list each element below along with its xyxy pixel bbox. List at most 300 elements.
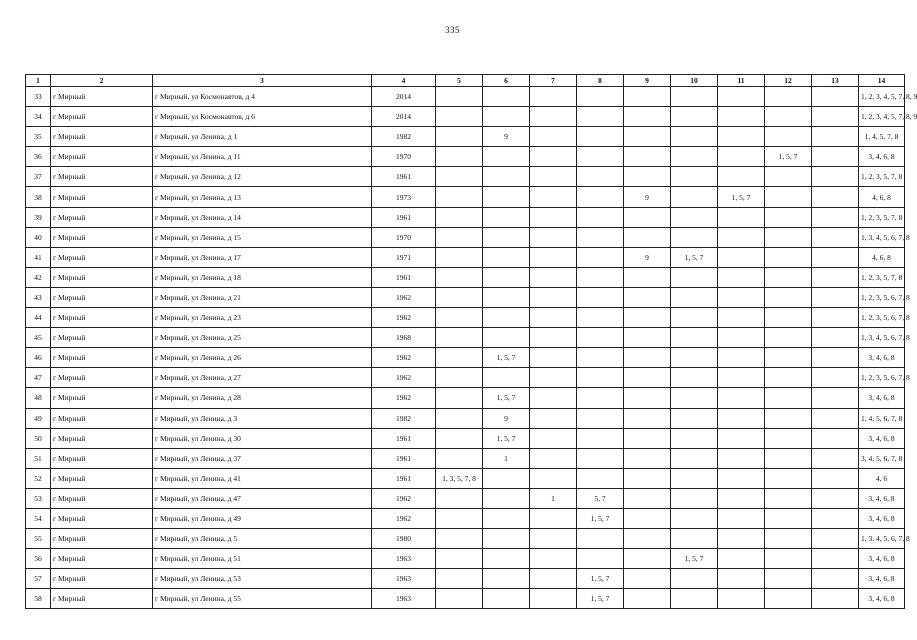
table-cell-col-12 (765, 408, 812, 428)
table-cell-col-1: 57 (26, 569, 51, 589)
table-cell-col-4: 1968 (372, 328, 436, 348)
table-cell-col-1: 42 (26, 267, 51, 287)
table-cell-col-7 (530, 529, 577, 549)
table-cell-col-8 (577, 227, 624, 247)
table-cell-col-7 (530, 187, 577, 207)
table-cell-col-6 (483, 508, 530, 528)
table-cell-col-1: 54 (26, 508, 51, 528)
table-cell-col-8 (577, 549, 624, 569)
table-cell-col-8 (577, 247, 624, 267)
table-cell-col-3: г Мирный, ул Ленина, д 13 (153, 187, 372, 207)
column-header: 3 (153, 75, 372, 87)
table-cell-col-8 (577, 107, 624, 127)
table-cell-col-4: 1961 (372, 448, 436, 468)
table-cell-col-14: 1, 2, 3, 5, 7, 8 (859, 207, 905, 227)
table-cell-col-9 (624, 448, 671, 468)
table-row (26, 589, 905, 609)
table-cell-col-1: 49 (26, 408, 51, 428)
table-cell-col-9 (624, 408, 671, 428)
table-cell-col-5 (436, 127, 483, 147)
table-cell-col-5 (436, 589, 483, 609)
table-cell-col-9 (624, 388, 671, 408)
table-cell-col-1: 56 (26, 549, 51, 569)
table-row (26, 227, 905, 247)
table-cell-col-14: 3, 4, 6, 8 (859, 147, 905, 167)
table-cell-col-12 (765, 488, 812, 508)
table-row (26, 87, 905, 107)
table-cell-col-5 (436, 187, 483, 207)
table-cell-col-8 (577, 147, 624, 167)
table-cell-col-1: 48 (26, 388, 51, 408)
table-cell-col-7 (530, 408, 577, 428)
table-cell-col-8 (577, 328, 624, 348)
table-cell-col-12 (765, 448, 812, 468)
table-row (26, 207, 905, 227)
table-cell-col-11 (718, 87, 765, 107)
table-cell-col-14: 1, 2, 3, 5, 6, 7, 8 (859, 308, 905, 328)
column-header: 9 (624, 75, 671, 87)
table-cell-col-5 (436, 408, 483, 428)
table-cell-col-13 (812, 549, 859, 569)
table-cell-col-14: 1, 2, 3, 5, 7, 8 (859, 167, 905, 187)
table-cell-col-3: г Мирный, ул Ленина, д 12 (153, 167, 372, 187)
table-cell-col-3: г Мирный, ул Ленина, д 1 (153, 127, 372, 147)
table-cell-col-10 (671, 569, 718, 589)
table-cell-col-12 (765, 247, 812, 267)
table-cell-col-11 (718, 247, 765, 267)
table-cell-col-11 (718, 348, 765, 368)
table-cell-col-6 (483, 87, 530, 107)
table-cell-col-6 (483, 287, 530, 307)
table-cell-col-1: 58 (26, 589, 51, 609)
table-cell-col-7 (530, 569, 577, 589)
table-cell-col-8 (577, 529, 624, 549)
table-cell-col-5 (436, 308, 483, 328)
table-cell-col-6 (483, 368, 530, 388)
table-cell-col-5 (436, 87, 483, 107)
table-cell-col-13 (812, 187, 859, 207)
table-cell-col-6: 9 (483, 127, 530, 147)
table-cell-col-4: 1970 (372, 227, 436, 247)
table-cell-col-4: 1963 (372, 589, 436, 609)
column-header: 5 (436, 75, 483, 87)
table-cell-col-13 (812, 167, 859, 187)
table-cell-col-4: 1961 (372, 267, 436, 287)
table-cell-col-12 (765, 549, 812, 569)
table-cell-col-13 (812, 408, 859, 428)
table-cell-col-6 (483, 308, 530, 328)
table-cell-col-1: 47 (26, 368, 51, 388)
table-cell-col-13 (812, 448, 859, 468)
table-cell-col-12 (765, 167, 812, 187)
table-cell-col-6 (483, 247, 530, 267)
table-cell-col-9 (624, 348, 671, 368)
table-cell-col-14: 3, 4, 6, 8 (859, 348, 905, 368)
table-cell-col-12 (765, 368, 812, 388)
table-cell-col-3: г Мирный, ул Ленина, д 21 (153, 287, 372, 307)
table-cell-col-14: 3, 4, 6, 8 (859, 488, 905, 508)
table-cell-col-12 (765, 227, 812, 247)
table-cell-col-5 (436, 569, 483, 589)
table-cell-col-3: г Мирный, ул Ленина, д 30 (153, 428, 372, 448)
table-cell-col-11 (718, 589, 765, 609)
table-cell-col-5 (436, 328, 483, 348)
table-cell-col-6 (483, 529, 530, 549)
table-cell-col-3: г Мирный, ул Ленина, д 27 (153, 368, 372, 388)
table-cell-col-7 (530, 227, 577, 247)
table-cell-col-5 (436, 549, 483, 569)
table-row (26, 549, 905, 569)
table-cell-col-14: 3, 4, 6, 8 (859, 589, 905, 609)
table-cell-col-3: г Мирный, ул Космонавтов, д 6 (153, 107, 372, 127)
table-cell-col-10 (671, 328, 718, 348)
table-cell-col-14: 1, 4, 5, 7, 8 (859, 127, 905, 147)
table-cell-col-1: 40 (26, 227, 51, 247)
table-cell-col-5 (436, 107, 483, 127)
table-cell-col-8 (577, 408, 624, 428)
table-cell-col-2: г Мирный (51, 589, 153, 609)
table-cell-col-14: 3, 4, 6, 8 (859, 549, 905, 569)
table-row (26, 167, 905, 187)
table-cell-col-5: 1, 3, 5, 7, 8 (436, 468, 483, 488)
table-cell-col-7 (530, 368, 577, 388)
table-cell-col-10 (671, 408, 718, 428)
table-cell-col-9 (624, 308, 671, 328)
table-cell-col-6 (483, 187, 530, 207)
table-cell-col-7 (530, 428, 577, 448)
table-cell-col-12 (765, 348, 812, 368)
table-cell-col-14: 4, 6 (859, 468, 905, 488)
table-cell-col-7 (530, 549, 577, 569)
table-cell-col-6 (483, 328, 530, 348)
table-cell-col-1: 39 (26, 207, 51, 227)
table-cell-col-6 (483, 267, 530, 287)
table-cell-col-3: г Мирный, ул Ленина, д 26 (153, 348, 372, 368)
table-cell-col-14: 3, 4, 6, 8 (859, 428, 905, 448)
table-row (26, 529, 905, 549)
table-cell-col-4: 1970 (372, 147, 436, 167)
table-cell-col-4: 1962 (372, 508, 436, 528)
table-cell-col-11 (718, 167, 765, 187)
table-cell-col-2: г Мирный (51, 287, 153, 307)
table-cell-col-13 (812, 508, 859, 528)
table-row (26, 408, 905, 428)
table-cell-col-8 (577, 127, 624, 147)
table-cell-col-14: 1, 3, 4, 5, 6, 7, 8 (859, 227, 905, 247)
table-cell-col-8 (577, 348, 624, 368)
table-cell-col-3: г Мирный, ул Ленина, д 41 (153, 468, 372, 488)
table-cell-col-6: 1 (483, 448, 530, 468)
table-cell-col-12 (765, 127, 812, 147)
table-cell-col-2: г Мирный (51, 348, 153, 368)
column-header: 11 (718, 75, 765, 87)
table-cell-col-9 (624, 328, 671, 348)
table-cell-col-7 (530, 87, 577, 107)
table-cell-col-13 (812, 348, 859, 368)
table-cell-col-13 (812, 147, 859, 167)
table-cell-col-9 (624, 569, 671, 589)
table-cell-col-9 (624, 529, 671, 549)
table-cell-col-6: 9 (483, 408, 530, 428)
table-cell-col-3: г Мирный, ул Ленина, д 18 (153, 267, 372, 287)
table-row (26, 508, 905, 528)
table-cell-col-3: г Мирный, ул Ленина, д 47 (153, 488, 372, 508)
table-cell-col-9 (624, 167, 671, 187)
table-cell-col-12 (765, 468, 812, 488)
table-row (26, 267, 905, 287)
table-cell-col-11 (718, 147, 765, 167)
register-body (26, 87, 917, 609)
table-cell-col-4: 1962 (372, 348, 436, 368)
table-cell-col-13 (812, 107, 859, 127)
table-cell-col-8 (577, 207, 624, 227)
table-cell-col-12 (765, 589, 812, 609)
table-cell-col-11 (718, 328, 765, 348)
table-cell-col-4: 1982 (372, 408, 436, 428)
table-cell-col-9 (624, 287, 671, 307)
table-cell-col-6 (483, 488, 530, 508)
table-cell-col-11: 1, 5, 7 (718, 187, 765, 207)
table-cell-col-3: г Мирный, ул Ленина, д 53 (153, 569, 372, 589)
table-cell-col-13 (812, 127, 859, 147)
table-cell-col-14: 3, 4, 5, 6, 7, 8 (859, 448, 905, 468)
table-cell-col-9 (624, 508, 671, 528)
table-cell-col-8 (577, 308, 624, 328)
table-cell-col-1: 43 (26, 287, 51, 307)
table-cell-col-5 (436, 348, 483, 368)
table-cell-col-5 (436, 287, 483, 307)
table-cell-col-13 (812, 589, 859, 609)
table-cell-col-8 (577, 167, 624, 187)
table-cell-col-12 (765, 87, 812, 107)
table-cell-col-11 (718, 267, 765, 287)
table-cell-col-4: 1961 (372, 428, 436, 448)
table-cell-col-1: 35 (26, 127, 51, 147)
table-cell-col-5 (436, 448, 483, 468)
table-cell-col-10 (671, 207, 718, 227)
table-cell-col-7 (530, 328, 577, 348)
table-cell-col-3: г Мирный, ул Космонавтов, д 4 (153, 87, 372, 107)
table-cell-col-11 (718, 127, 765, 147)
table-cell-col-9 (624, 87, 671, 107)
table-cell-col-9: 9 (624, 247, 671, 267)
table-cell-col-4: 1973 (372, 187, 436, 207)
table-cell-col-14: 4, 6, 8 (859, 247, 905, 267)
table-cell-col-3: г Мирный, ул Ленина, д 55 (153, 589, 372, 609)
table-cell-col-2: г Мирный (51, 308, 153, 328)
table-cell-col-7 (530, 147, 577, 167)
table-cell-col-2: г Мирный (51, 147, 153, 167)
table-row (26, 368, 905, 388)
table-cell-col-8 (577, 287, 624, 307)
table-cell-col-7 (530, 247, 577, 267)
table-cell-col-6 (483, 207, 530, 227)
table-cell-col-3: г Мирный, ул Ленина, д 25 (153, 328, 372, 348)
table-cell-col-3: г Мирный, ул Ленина, д 51 (153, 549, 372, 569)
table-cell-col-7 (530, 107, 577, 127)
table-cell-col-13 (812, 328, 859, 348)
table-cell-col-6: 1, 5, 7 (483, 348, 530, 368)
column-header: 10 (671, 75, 718, 87)
table-cell-col-9 (624, 549, 671, 569)
table-cell-col-14: 3, 4, 6, 8 (859, 569, 905, 589)
table-cell-col-2: г Мирный (51, 207, 153, 227)
table-cell-col-3: г Мирный, ул Ленина, д 3 (153, 408, 372, 428)
table-cell-col-10 (671, 187, 718, 207)
table-row (26, 287, 905, 307)
table-cell-col-1: 53 (26, 488, 51, 508)
table-cell-col-13 (812, 368, 859, 388)
table-cell-col-5 (436, 488, 483, 508)
table-cell-col-6: 1, 5, 7 (483, 388, 530, 408)
table-cell-col-9: 9 (624, 187, 671, 207)
table-cell-col-7 (530, 388, 577, 408)
table-cell-col-14: 1, 4, 5, 6, 7, 8 (859, 408, 905, 428)
table-cell-col-5 (436, 227, 483, 247)
table-cell-col-10 (671, 348, 718, 368)
table-cell-col-7 (530, 287, 577, 307)
table-row (26, 247, 905, 267)
table-cell-col-11 (718, 388, 765, 408)
table-cell-col-4: 1962 (372, 488, 436, 508)
table-cell-col-11 (718, 408, 765, 428)
table-cell-col-9 (624, 488, 671, 508)
table-cell-col-13 (812, 428, 859, 448)
table-cell-col-12 (765, 207, 812, 227)
table-cell-col-6 (483, 589, 530, 609)
table-cell-col-6 (483, 468, 530, 488)
table-cell-col-5 (436, 167, 483, 187)
table-cell-col-12 (765, 388, 812, 408)
table-cell-col-9 (624, 107, 671, 127)
table-cell-col-2: г Мирный (51, 127, 153, 147)
table-cell-col-6: 1, 5, 7 (483, 428, 530, 448)
table-row (26, 468, 905, 488)
table-cell-col-9 (624, 227, 671, 247)
table-cell-col-1: 44 (26, 308, 51, 328)
table-cell-col-10 (671, 127, 718, 147)
table-cell-col-3: г Мирный, ул Ленина, д 23 (153, 308, 372, 328)
table-cell-col-3: г Мирный, ул Ленина, д 28 (153, 388, 372, 408)
table-row (26, 488, 905, 508)
table-cell-col-6 (483, 549, 530, 569)
table-cell-col-2: г Мирный (51, 107, 153, 127)
table-cell-col-10 (671, 287, 718, 307)
table-cell-col-8 (577, 87, 624, 107)
table-cell-col-8 (577, 267, 624, 287)
table-cell-col-10 (671, 368, 718, 388)
table-cell-col-2: г Мирный (51, 87, 153, 107)
table-cell-col-4: 1962 (372, 388, 436, 408)
register-table (25, 74, 917, 609)
table-cell-col-7 (530, 207, 577, 227)
page-number: 335 (445, 25, 460, 35)
table-cell-col-12 (765, 508, 812, 528)
table-cell-col-3: г Мирный, ул Ленина, д 14 (153, 207, 372, 227)
table-cell-col-13 (812, 87, 859, 107)
table-cell-col-9 (624, 267, 671, 287)
table-cell-col-5 (436, 147, 483, 167)
table-cell-col-12 (765, 287, 812, 307)
table-cell-col-2: г Мирный (51, 388, 153, 408)
table-cell-col-4: 2014 (372, 107, 436, 127)
table-cell-col-4: 1962 (372, 368, 436, 388)
column-header: 14 (859, 75, 905, 87)
table-cell-col-13 (812, 468, 859, 488)
table-cell-col-3: г Мирный, ул Ленина, д 15 (153, 227, 372, 247)
table-row (26, 348, 905, 368)
table-row (26, 388, 905, 408)
table-cell-col-7 (530, 267, 577, 287)
table-cell-col-1: 37 (26, 167, 51, 187)
table-cell-col-10 (671, 267, 718, 287)
table-cell-col-2: г Мирный (51, 549, 153, 569)
table-cell-col-13 (812, 287, 859, 307)
table-cell-col-13 (812, 308, 859, 328)
table-cell-col-12 (765, 267, 812, 287)
table-cell-col-7: 1 (530, 488, 577, 508)
table-cell-col-8 (577, 428, 624, 448)
table-cell-col-9 (624, 147, 671, 167)
table-cell-col-4: 1962 (372, 287, 436, 307)
table-cell-col-2: г Мирный (51, 488, 153, 508)
table-cell-col-8 (577, 448, 624, 468)
table-cell-col-7 (530, 468, 577, 488)
table-cell-col-10 (671, 87, 718, 107)
table-row (26, 147, 905, 167)
table-cell-col-2: г Мирный (51, 187, 153, 207)
table-cell-col-4: 1962 (372, 308, 436, 328)
column-header: 4 (372, 75, 436, 87)
table-cell-col-14: 1, 2, 3, 4, 5, 7, 8, 9 (859, 107, 905, 127)
table-cell-col-9 (624, 207, 671, 227)
table-cell-col-7 (530, 589, 577, 609)
table-cell-col-8: 1, 5, 7 (577, 569, 624, 589)
table-cell-col-13 (812, 569, 859, 589)
table-cell-col-4: 1971 (372, 247, 436, 267)
table-cell-col-10 (671, 468, 718, 488)
table-cell-col-6 (483, 569, 530, 589)
column-header: 12 (765, 75, 812, 87)
column-header: 2 (51, 75, 153, 87)
table-cell-col-7 (530, 308, 577, 328)
table-cell-col-2: г Мирный (51, 428, 153, 448)
table-cell-col-1: 33 (26, 87, 51, 107)
table-cell-col-3: г Мирный, ул Ленина, д 17 (153, 247, 372, 267)
table-cell-col-10 (671, 448, 718, 468)
table-row (26, 569, 905, 589)
table-cell-col-2: г Мирный (51, 167, 153, 187)
table-cell-col-11 (718, 428, 765, 448)
table-cell-col-14: 1, 2, 3, 5, 6, 7, 8 (859, 368, 905, 388)
table-cell-col-13 (812, 388, 859, 408)
table-cell-col-13 (812, 267, 859, 287)
table-cell-col-1: 36 (26, 147, 51, 167)
table-cell-col-4: 1963 (372, 549, 436, 569)
table-cell-col-5 (436, 368, 483, 388)
table-cell-col-12 (765, 308, 812, 328)
table-cell-col-10 (671, 589, 718, 609)
table-cell-col-8: 1, 5, 7 (577, 589, 624, 609)
table-cell-col-10: 1, 5, 7 (671, 247, 718, 267)
table-cell-col-3: г Мирный, ул Ленина, д 37 (153, 448, 372, 468)
table-row (26, 328, 905, 348)
table-cell-col-11 (718, 488, 765, 508)
table-cell-col-12 (765, 569, 812, 589)
table-row (26, 308, 905, 328)
table-cell-col-11 (718, 207, 765, 227)
table-cell-col-9 (624, 468, 671, 488)
